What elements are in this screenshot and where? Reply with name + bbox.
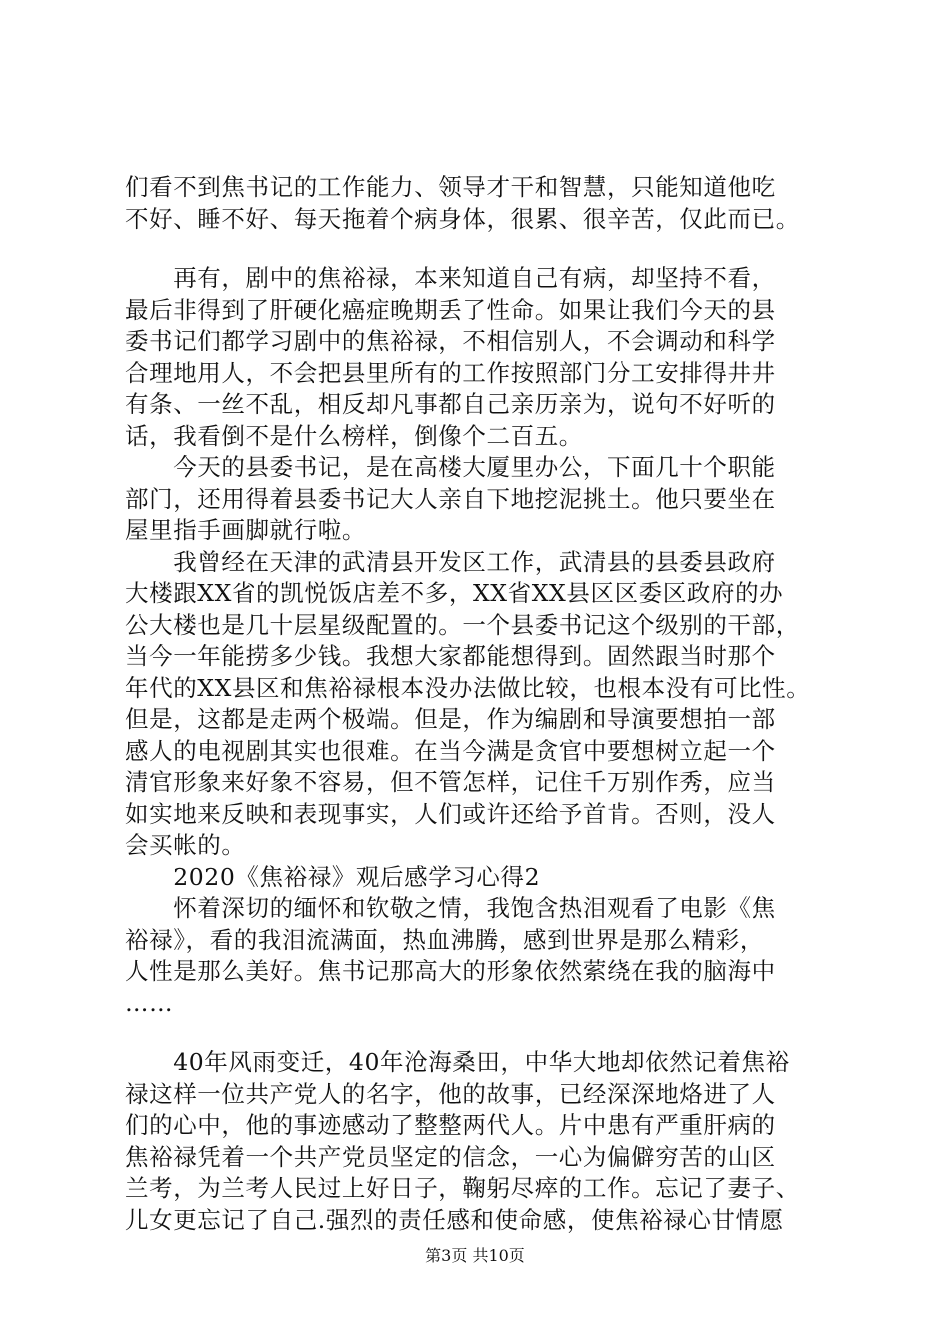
text-line: 公大楼也是几十层星级配置的。一个县委书记这个级别的干部， (125, 610, 800, 639)
section-heading: 2020《焦裕禄》观后感学习心得2 (125, 862, 541, 891)
text-line: 禄这样一位共产党人的名字，他的故事，已经深深地烙进了人 (125, 1079, 776, 1108)
text-line: 会买帐的。 (125, 831, 246, 859)
text-line: 们看不到焦书记的工作能力、领导才干和智慧，只能知道他吃 (125, 173, 776, 201)
text-line: 裕禄》，看的我泪流满面，热血沸腾，感到世界是那么精彩， (125, 925, 764, 954)
text-line: 我曾经在天津的武清县开发区工作，武清县的县委县政府 (125, 547, 776, 576)
text-line: 话，我看倒不是什么榜样，倒像个二百五。 (125, 421, 583, 450)
text-line: …… (125, 988, 174, 1017)
text-line: 们的心中，他的事迹感动了整整两代人。片中患有严重肝病的 (125, 1111, 776, 1139)
text-line: 大楼跟XX省的凯悦饭店差不多，XX省XX县区区委区政府的办 (125, 579, 784, 607)
text-line: 再有，剧中的焦裕禄，本来知道自己有病，却坚持不看， (125, 264, 776, 292)
text-line: 今天的县委书记，是在高楼大厦里办公，下面几十个职能 (125, 453, 776, 481)
text-line: 部门，还用得着县委书记大人亲自下地挖泥挑土。他只要坐在 (125, 484, 776, 513)
page-number-footer: 第3页 共10页 (425, 1246, 525, 1265)
text-line: 但是，这都是走两个极端。但是，作为编剧和导演要想拍一部 (125, 705, 776, 733)
text-line: 40年风雨变迁，40年沧海桑田，中华大地却依然记着焦裕 (125, 1048, 790, 1076)
text-line: 合理地用人，不会把县里所有的工作按照部门分工安排得井井 (125, 358, 776, 387)
text-line: 年代的XX县区和焦裕禄根本没办法做比较，也根本没有可比性。 (125, 673, 811, 702)
text-line: 清官形象来好象不容易，但不管怎样，记住千万别作秀，应当 (125, 768, 776, 796)
text-line: 不好、睡不好、每天拖着个病身体，很累、很辛苦，仅此而已。 (125, 204, 800, 233)
text-line: 如实地来反映和表现事实，人们或许还给予首肯。否则，没人 (125, 799, 776, 828)
text-line: 有条、一丝不乱，相反却凡事都自己亲历亲为，说句不好听的 (125, 390, 776, 418)
text-line: 最后非得到了肝硬化癌症晚期丢了性命。如果让我们今天的县 (125, 295, 776, 324)
text-line: 人性是那么美好。焦书记那高大的形象依然萦绕在我的脑海中 (125, 957, 776, 985)
text-line: 儿女更忘记了自己.强烈的责任感和使命感，使焦裕禄心甘情愿 (125, 1205, 784, 1234)
text-line: 兰考，为兰考人民过上好日子，鞠躬尽瘁的工作。忘记了妻子、 (125, 1174, 800, 1202)
text-line: 感人的电视剧其实也很难。在当今满是贪官中要想树立起一个 (125, 736, 776, 765)
text-line: 当今一年能捞多少钱。我想大家都能想得到。固然跟当时那个 (125, 642, 776, 670)
document-body (125, 172, 845, 1236)
paragraph-gap (125, 235, 845, 263)
text-line: 怀着深切的缅怀和钦敬之情，我饱含热泪观看了电影《焦 (125, 894, 776, 922)
text-line: 屋里指手画脚就行啦。 (125, 516, 366, 544)
paragraph-gap (125, 1019, 845, 1047)
text-line: 焦裕禄凭着一个共产党员坚定的信念，一心为偏僻穷苦的山区 (125, 1142, 776, 1171)
text-line: 委书记们都学习剧中的焦裕禄，不相信别人，不会调动和科学 (125, 327, 776, 355)
